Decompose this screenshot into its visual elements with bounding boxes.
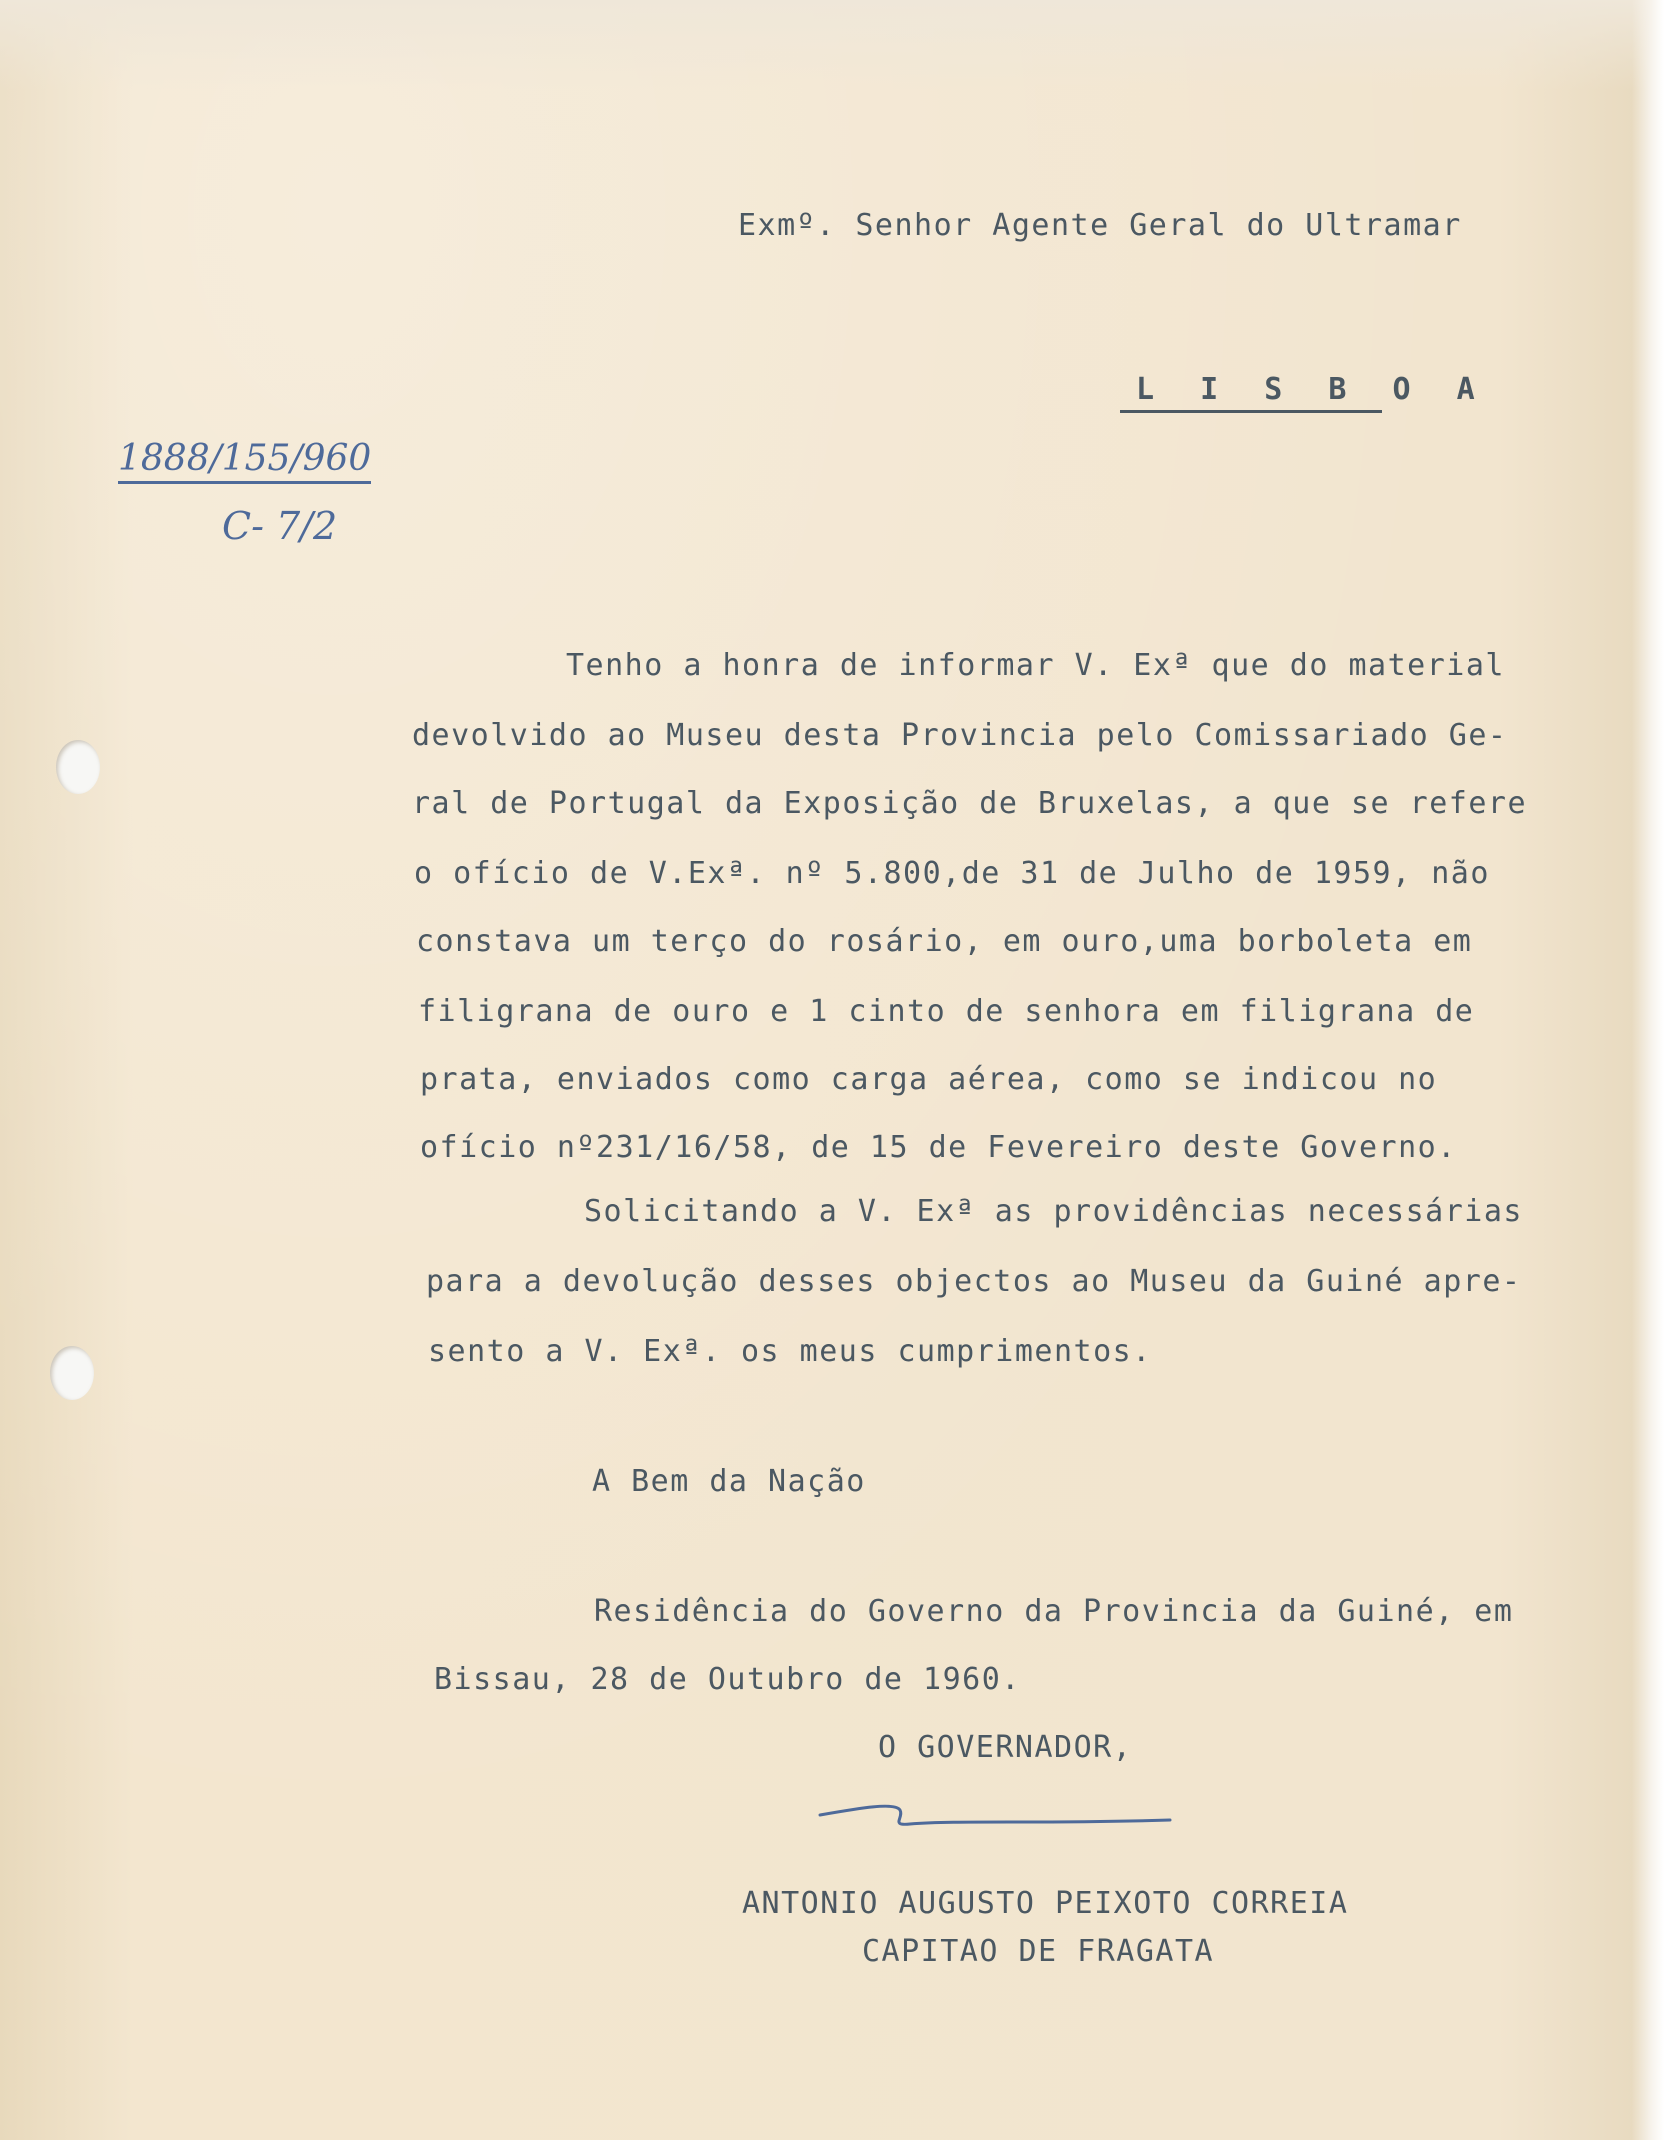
handwritten-reference-number: 1888/155/960 — [118, 438, 371, 484]
body-line: constava um terço do rosário, em ouro,uma borboleta em — [416, 924, 1473, 959]
closing-salutation: A Bem da Nação — [592, 1464, 866, 1499]
closing-role: O GOVERNADOR, — [878, 1730, 1133, 1765]
signatory-rank: CAPITAO DE FRAGATA — [862, 1934, 1215, 1969]
handwritten-signature — [800, 1790, 1190, 1850]
body-line: o ofício de V.Exª. nº 5.800,de 31 de Julho de 1959, não — [414, 856, 1490, 891]
addressee-city: L I S B O A — [1136, 372, 1489, 407]
body-line: Tenho a honra de informar V. Exª que do material — [566, 648, 1505, 683]
closing-place-line: Residência do Governo da Provincia da Guiné, em — [594, 1594, 1514, 1629]
body-line: para a devolução desses objectos ao Museu da Guiné apre- — [426, 1264, 1522, 1299]
body-line: sento a V. Exª. os meus cumprimentos. — [428, 1334, 1152, 1369]
punch-hole-top — [56, 740, 100, 794]
body-line: ral de Portugal da Exposição de Bruxelas, a que se refere — [412, 786, 1528, 821]
body-line: Solicitando a V. Exª as providências necessárias — [584, 1194, 1523, 1229]
paper-top-edge — [0, 0, 1664, 90]
body-line: ofício nº231/16/58, de 15 de Fevereiro deste Governo. — [420, 1130, 1457, 1165]
punch-hole-bottom — [50, 1346, 94, 1400]
closing-date-line: Bissau, 28 de Outubro de 1960. — [434, 1662, 1021, 1697]
handwritten-classification: C- 7/2 — [222, 504, 338, 548]
signatory-name: ANTONIO AUGUSTO PEIXOTO CORREIA — [742, 1886, 1349, 1921]
addressee-line: Exmº. Senhor Agente Geral do Ultramar — [738, 208, 1462, 243]
paper-right-edge — [1632, 0, 1664, 2140]
body-line: prata, enviados como carga aérea, como se indicou no — [420, 1062, 1438, 1097]
city-underline — [1120, 410, 1382, 413]
body-line: devolvido ao Museu desta Provincia pelo Comissariado Ge- — [412, 718, 1508, 753]
body-line: filigrana de ouro e 1 cinto de senhora em filigrana de — [418, 994, 1475, 1029]
